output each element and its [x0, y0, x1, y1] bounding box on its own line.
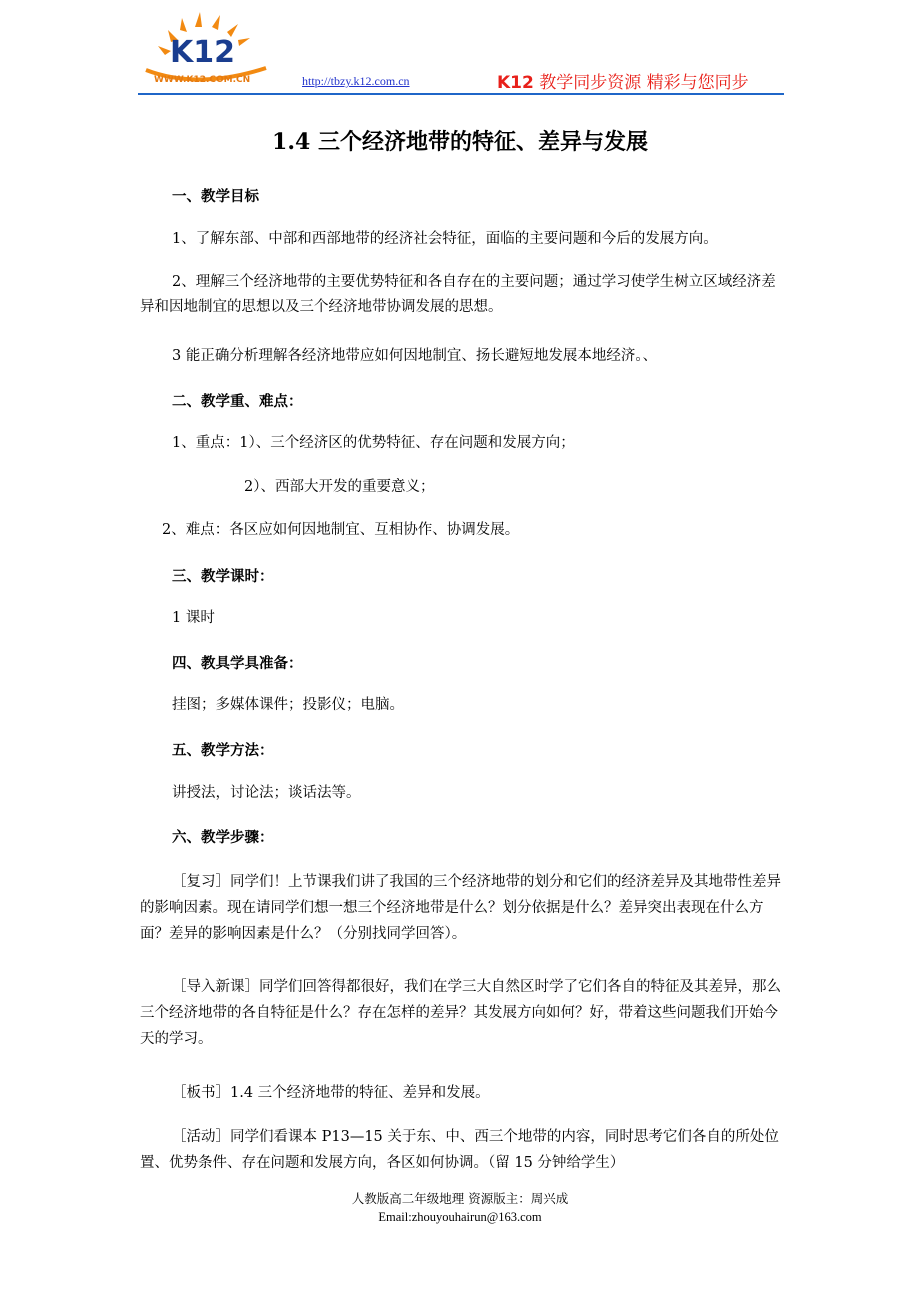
difficulty: 2、难点：各区应如何因地制宜、互相协作、协调发展。 [162, 522, 520, 538]
section-heading-steps: 六、教学步骤： [172, 829, 274, 846]
header-slogan [497, 68, 749, 93]
step-board: ［板书］1.4 三个经济地带的特征、差异和发展。 [172, 1085, 490, 1101]
svg-text:K12: K12 [170, 35, 235, 70]
section-heading-hours: 三、教学课时： [172, 568, 274, 585]
k12-logo[interactable] [138, 10, 273, 90]
footer [0, 1190, 920, 1226]
site-url-link[interactable]: http://tbzy.k12.com.cn [302, 74, 410, 88]
slogan-text: 教学同步资源 精彩与您同步 [533, 73, 749, 93]
key-point-2: 2）、西部大开发的重要意义； [244, 479, 435, 495]
section-heading-key-points: 二、教学重、难点： [172, 393, 303, 410]
footer-email: Email:zhouyouhairun@163.com [378, 1210, 542, 1224]
section-heading-goals: 一、教学目标 [172, 188, 259, 205]
header-divider [138, 93, 784, 95]
key-point-1: 1、重点：1）、三个经济区的优势特征、存在问题和发展方向； [172, 435, 575, 451]
footer-credit: 人教版高二年级地理 资源版主：周兴成 [351, 1191, 569, 1206]
step-review: ［复习］同学们！上节课我们讲了我国的三个经济地带的划分和它们的经济差异及其地带性差异的影响因素。现在请同学们想一想三个经济地带是什么？划分依据是什么？差异突出表现在什么方面？差异的影响因素是什么？（分别找同学回答）。 [140, 874, 781, 942]
class-hours: 1 课时 [172, 610, 215, 626]
goal-1: 1、了解东部、中部和西部地带的经济社会特征，面临的主要问题和今后的发展方向。 [172, 231, 718, 247]
goal-2: 2、理解三个经济地带的主要优势特征和各自存在的主要问题；通过学习使学生树立区域经济差异和因地制宜的思想以及三个经济地带协调发展的思想。 [140, 274, 776, 315]
document-title: 1.4 三个经济地带的特征、差异与发展 [272, 129, 648, 155]
materials: 挂图；多媒体课件；投影仪；电脑。 [172, 697, 404, 713]
slogan-brand: K12 [497, 73, 534, 93]
step-introduction: ［导入新课］同学们回答得都很好，我们在学三大自然区时学了它们各自的特征及其差异，那么三个经济地带的各自特征是什么？存在怎样的差异？其发展方向如何？好，带着这些问题我们开始今天的学习。 [140, 979, 781, 1047]
methods: 讲授法，讨论法；谈话法等。 [172, 785, 361, 801]
svg-text:WWW.K12.COM.CN: WWW.K12.COM.CN [154, 75, 251, 85]
step-activity: ［活动］同学们看课本 P13—15 关于东、中、西三个地带的内容，同时思考它们各自的所处位置、优势条件、存在问题和发展方向，各区如何协调。（留 15 分钟给学生） [140, 1129, 779, 1171]
sun-logo-icon [138, 10, 273, 90]
section-heading-methods: 五、教学方法： [172, 742, 274, 759]
section-heading-materials: 四、教具学具准备： [172, 655, 303, 672]
goal-3: 3 能正确分析理解各经济地带应如何因地制宜、扬长避短地发展本地经济。、 [172, 348, 658, 364]
